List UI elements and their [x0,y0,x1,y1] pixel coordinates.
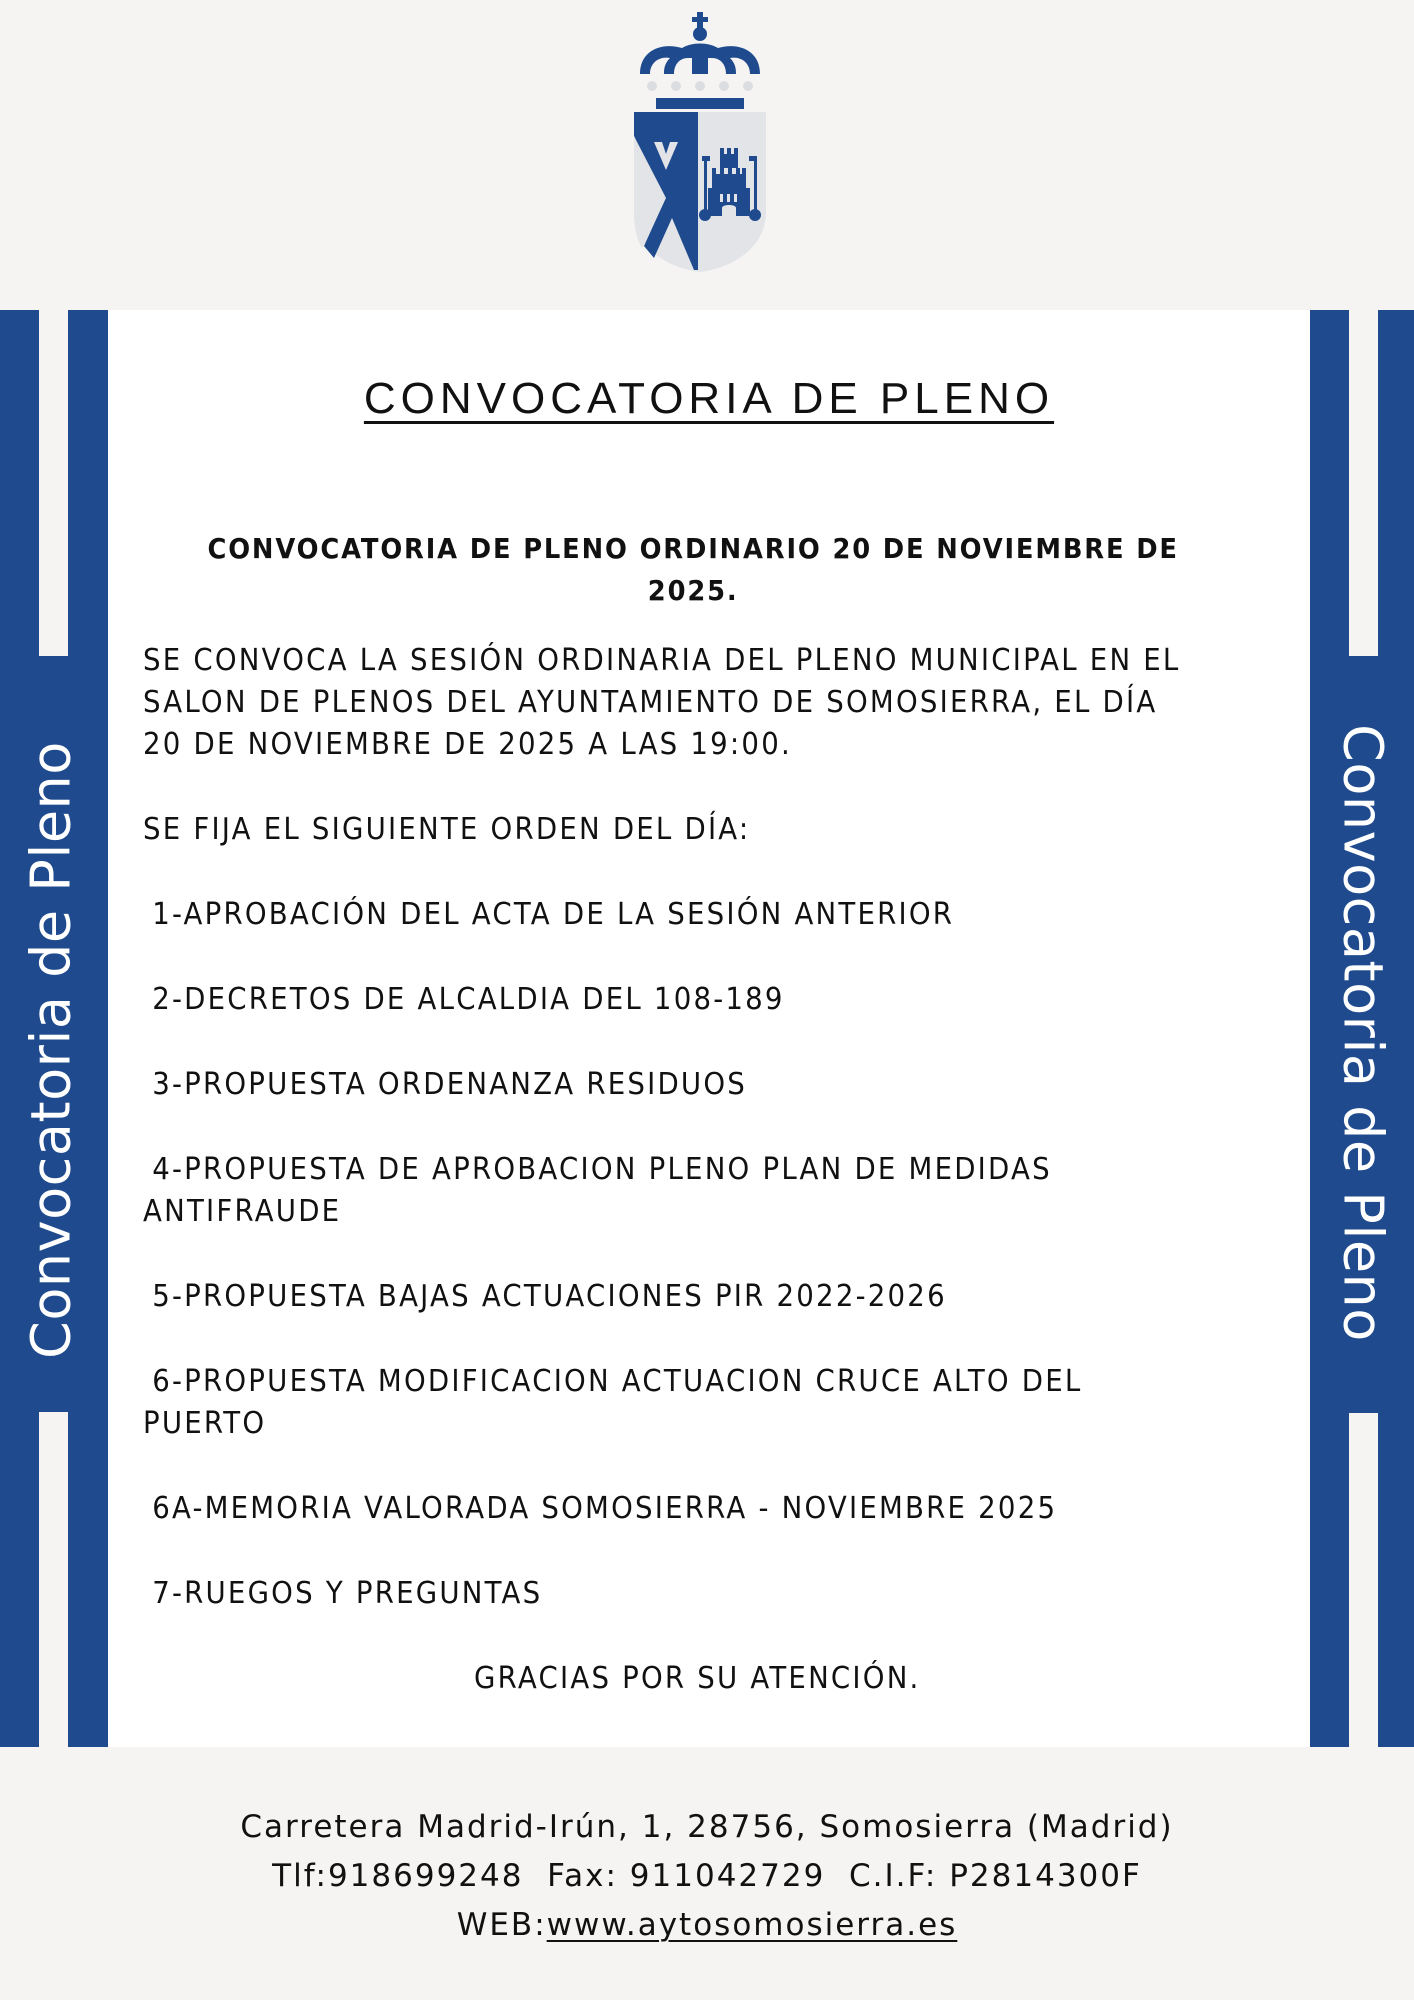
agenda-item-3: 3-PROPUESTA ORDENANZA RESIDUOS [152,1067,747,1102]
footer-web [0,1901,1414,1950]
footer-web-label: WEB: [456,1907,547,1943]
document-body [143,500,1192,1700]
agenda-item-7: 7-RUEGOS Y PREGUNTAS [152,1576,543,1611]
website-link[interactable]: www.aytosomosierra.es [546,1907,958,1943]
agenda-intro: SE FIJA EL SIGUIENTE ORDEN DEL DÍA: [143,812,751,847]
intro-paragraph: SE CONVOCA LA SESIÓN ORDINARIA DEL PLENO MUNICIPAL EN EL SALON DE PLENOS DEL AYUNTAMIENTO DE SOMOSIERRA, EL DÍA 20 DE NOVIEMBRE DE 2025 A LAS 19:00. [143,643,1181,762]
agenda-item-1: 1-APROBACIÓN DEL ACTA DE LA SESIÓN ANTERIOR [152,897,955,932]
agenda-item-6-text: 6-PROPUESTA MODIFICACION ACTUACION CRUCE ALTO DEL PUERTO [143,1364,1083,1441]
footer-contact: Tlf:918699248 Fax: 911042729 C.I.F: P2814300F [272,1858,1142,1894]
closing-text: GRACIAS POR SU ATENCIÓN. [474,1661,921,1696]
page-title-text: CONVOCATORIA DE PLENO [363,374,1055,423]
left-side-label: Convocatoria de Pleno [19,741,83,1359]
right-band-gap-bottom [1349,1413,1378,1747]
agenda-item-5: 5-PROPUESTA BAJAS ACTUACIONES PIR 2022-2026 [152,1279,947,1314]
footer [0,1803,1414,1950]
page-title [108,374,1310,424]
agenda-item-4-text: 4-PROPUESTA DE APROBACION PLENO PLAN DE MEDIDAS ANTIFRAUDE [143,1152,1052,1229]
left-band-gap-top [39,310,68,656]
right-band-gap-top [1349,310,1378,656]
agenda-item-2: 2-DECRETOS DE ALCALDIA DEL 108-189 [152,982,785,1017]
agenda-item-6 [143,1361,1192,1445]
footer-address: Carretera Madrid-Irún, 1, 28756, Somosierra (Madrid) [240,1809,1174,1845]
right-side-label: Convocatoria de Pleno [1331,724,1395,1342]
agenda-item-6a: 6A-MEMORIA VALORADA SOMOSIERRA - NOVIEMBRE 2025 [152,1491,1058,1526]
left-band-gap-bottom [39,1412,68,1747]
agenda-item-4 [143,1149,1100,1233]
headline: CONVOCATORIA DE PLENO ORDINARIO 20 DE NOVIEMBRE DE 2025. [207,532,1179,607]
coat-of-arms-icon [632,12,768,272]
